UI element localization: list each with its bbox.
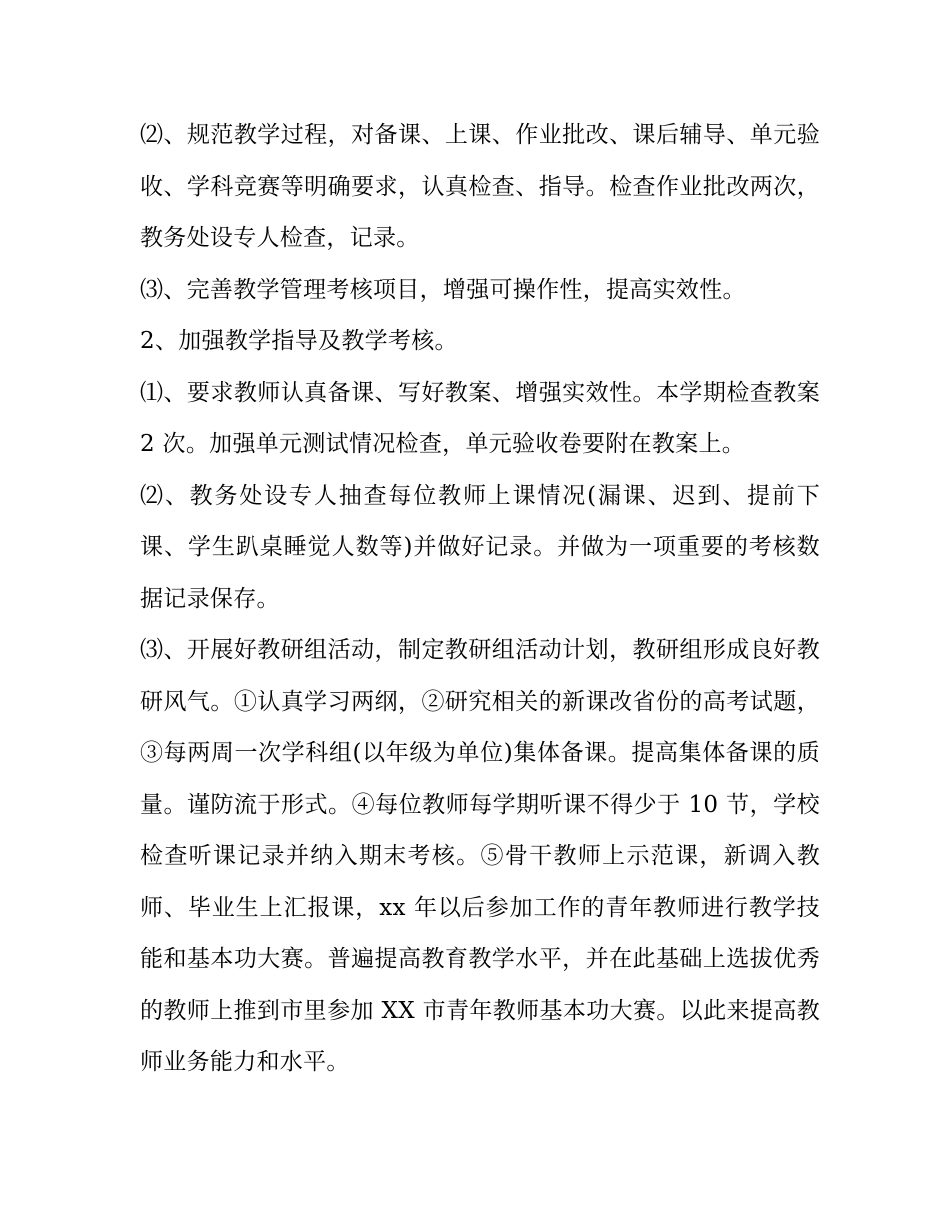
document-body [140,110,820,1089]
paragraph-standardize-teaching: ⑵、规范教学过程，对备课、上课、作业批改、课后辅导、单元验收、学科竞赛等明确要求，认真检查、指导。检查作业批改两次，教务处设专人检查，记录。 [140,122,820,251]
paragraph-class-inspection: ⑵、教务处设专人抽查每位教师上课情况(漏课、迟到、提前下课、学生趴桌睡觉人数等)并做好记录。并做为一项重要的考核数据记录保存。 [140,482,820,612]
section-heading-teaching-guidance: 2、加强教学指导及教学考核。 [140,328,458,354]
paragraph-teaching-research: ⑶、开展好教研组活动，制定教研组活动计划，教研组形成良好教研风气。①认真学习两纲，②研究相关的新课改省份的高考试题，③每两周一次学科组(以年级为单位)集体备课。提高集体备课的质量。谨防流于形式。④每位教师每学期听课不得少于 10 节，学校检查听课记录并纳入期末考核。⑤骨干教师上示范课，新调入教师、毕业生上汇报课，xx 年以后参加工作的青年教师进行教学技能和基本功大赛。普遍提高教育教学水平，并在此基础上选拔优秀的教师上推到市里参加 XX 市青年教师基本功大赛。以此来提高教师业务能力和水平。 [140,637,820,1075]
paragraph-improve-assessment: ⑶、完善教学管理考核项目，增强可操作性，提高实效性。 [140,276,746,303]
paragraph-lesson-plans: ⑴、要求教师认真备课、写好教案、增强实效性。本学期检查教案 2 次。加强单元测试情况检查，单元验收卷要附在教案上。 [140,379,820,457]
